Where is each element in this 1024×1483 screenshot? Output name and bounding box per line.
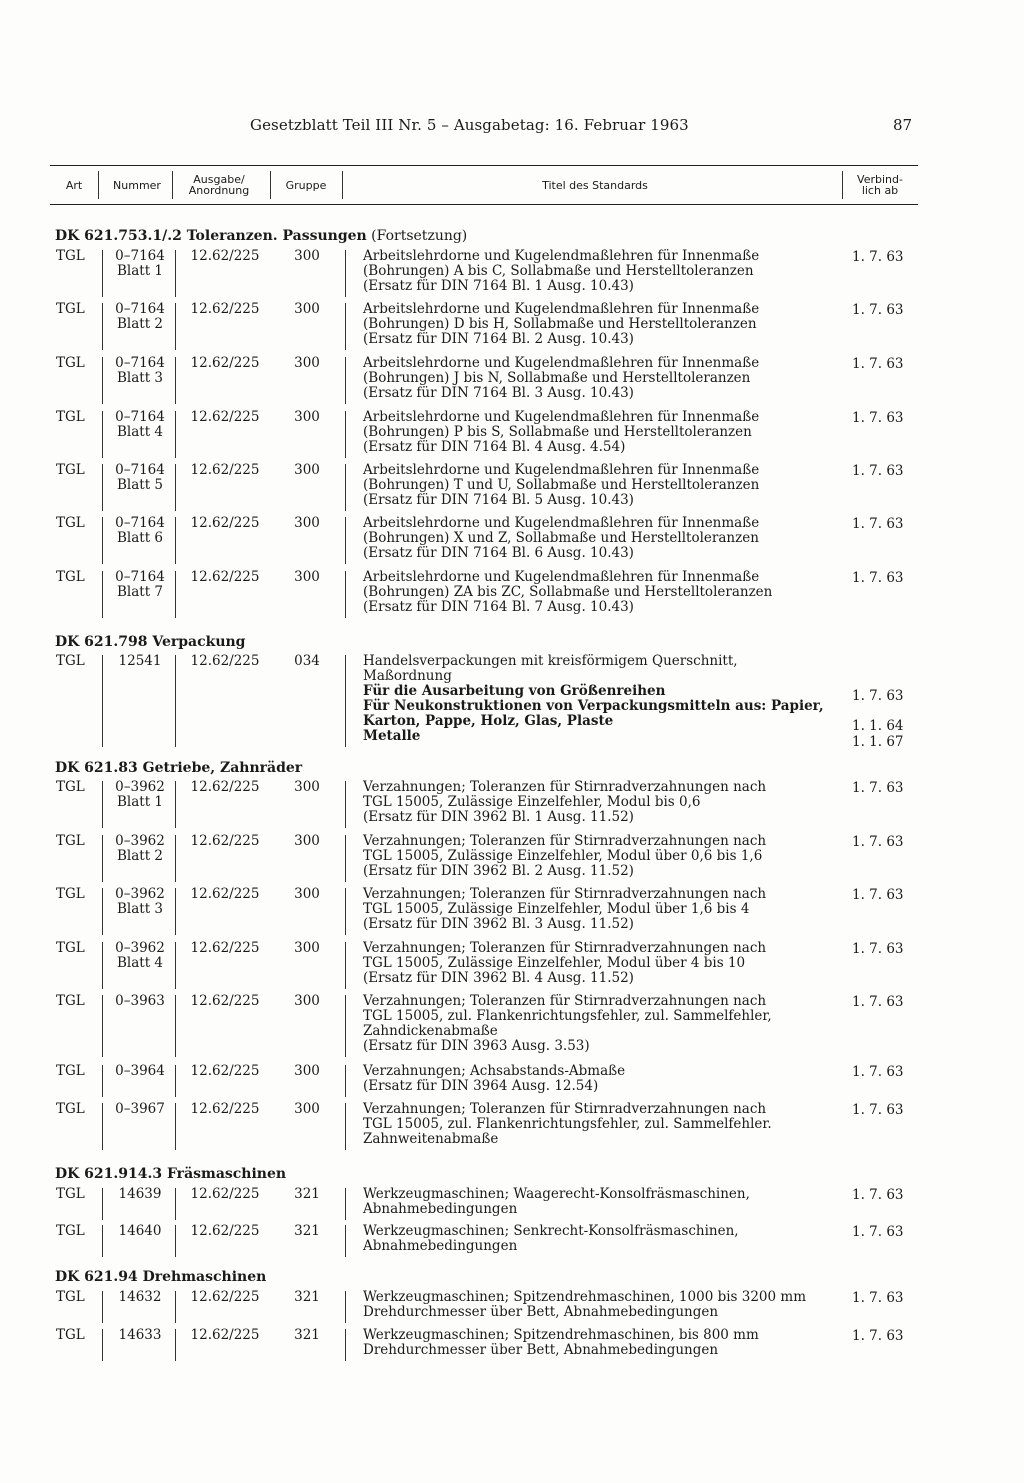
cell-ausgabe: 12.62/225: [190, 653, 260, 669]
column-rule: [175, 1065, 176, 1097]
titel-line: (Ersatz für DIN 3962 Bl. 1 Ausg. 11.52): [363, 809, 634, 825]
cell-art: TGL: [56, 1186, 85, 1202]
cell-gruppe: 300: [294, 993, 320, 1009]
cell-gruppe: 300: [294, 409, 320, 425]
cell-ausgabe: 12.62/225: [190, 515, 260, 531]
cell-verbindlich: [852, 517, 922, 532]
column-rule: [102, 1291, 103, 1323]
cell-ausgabe: 12.62/225: [190, 1223, 260, 1239]
column-rule: [175, 1188, 176, 1220]
verbindlich-date: 1. 7. 63: [852, 1102, 904, 1118]
titel-line: Abnahmebedingungen: [363, 1238, 518, 1254]
titel-line: Verzahnungen; Toleranzen für Stirnradverzahnungen nach: [363, 993, 767, 1009]
titel-line: TGL 15005, Zulässige Einzelfehler, Modul bis 0,6: [363, 794, 701, 810]
cell-ausgabe: 12.62/225: [190, 1186, 260, 1202]
column-rule: [175, 357, 176, 404]
page-header-title: Gesetzblatt Teil III Nr. 5 – Ausgabetag: 16. Februar 1963: [250, 116, 689, 134]
column-rule: [175, 995, 176, 1057]
column-rule: [175, 1291, 176, 1323]
cell-verbindlich: [852, 888, 922, 903]
cell-gruppe: 300: [294, 301, 320, 317]
titel-line: Arbeitslehrdorne und Kugelendmaßlehren für Innenmaße: [363, 462, 760, 478]
verbindlich-date: 1. 7. 63: [852, 249, 904, 265]
cell-titel: [363, 994, 838, 1054]
verbindlich-date: 1. 7. 63: [852, 516, 904, 532]
cell-nummer: 0–3962 Blatt 4: [115, 940, 165, 971]
cell-titel: [363, 410, 838, 455]
cell-art: TGL: [56, 409, 85, 425]
cell-nummer: 0–7164 Blatt 6: [115, 515, 165, 546]
section-heading-label: DK 621.83 Getriebe, Zahnräder: [55, 760, 303, 776]
cell-ausgabe: 12.62/225: [190, 355, 260, 371]
cell-verbindlich: [852, 1188, 922, 1203]
cell-titel: [363, 463, 838, 508]
column-rule: [345, 303, 346, 350]
titel-line: Zahnweitenabmaße: [363, 1131, 499, 1147]
verbindlich-date: 1. 1. 67: [852, 734, 904, 750]
titel-line: Drehdurchmesser über Bett, Abnahmebedingungen: [363, 1304, 719, 1320]
cell-nummer: 0–3962 Blatt 1: [115, 779, 165, 810]
cell-art: TGL: [56, 779, 85, 795]
titel-line: Arbeitslehrdorne und Kugelendmaßlehren für Innenmaße: [363, 515, 760, 531]
column-rule: [345, 1065, 346, 1097]
cell-ausgabe: 12.62/225: [190, 301, 260, 317]
column-header-nummer: Nummer: [113, 178, 161, 192]
cell-art: TGL: [56, 355, 85, 371]
titel-line: (Ersatz für DIN 7164 Bl. 5 Ausg. 10.43): [363, 492, 634, 508]
titel-line: Arbeitslehrdorne und Kugelendmaßlehren für Innenmaße: [363, 301, 760, 317]
titel-line: Drehdurchmesser über Bett, Abnahmebedingungen: [363, 1342, 719, 1358]
column-rule: [102, 1225, 103, 1257]
column-rule: [102, 942, 103, 989]
cell-ausgabe: 12.62/225: [190, 1289, 260, 1305]
titel-line: Für die Ausarbeitung von Größenreihen: [363, 683, 666, 699]
column-rule: [175, 1329, 176, 1361]
column-rule: [102, 411, 103, 458]
cell-verbindlich: [852, 1329, 922, 1344]
cell-gruppe: 034: [294, 653, 320, 669]
column-rule: [345, 942, 346, 989]
cell-art: TGL: [56, 515, 85, 531]
cell-verbindlich: [852, 1291, 922, 1306]
cell-verbindlich: [852, 411, 922, 426]
cell-ausgabe: 12.62/225: [190, 1063, 260, 1079]
titel-line: Abnahmebedingungen: [363, 1201, 518, 1217]
column-rule: [175, 250, 176, 297]
column-header-titel: Titel des Standards: [542, 178, 648, 192]
cell-art: TGL: [56, 569, 85, 585]
titel-line: (Ersatz für DIN 3962 Bl. 4 Ausg. 11.52): [363, 970, 634, 986]
cell-nummer: 0–3963: [115, 993, 165, 1009]
cell-titel: [363, 1102, 838, 1147]
column-header-gruppe: Gruppe: [285, 178, 327, 192]
cell-gruppe: 300: [294, 1063, 320, 1079]
cell-titel: [363, 941, 838, 986]
cell-gruppe: 300: [294, 515, 320, 531]
column-rule: [175, 1225, 176, 1257]
column-rule: [102, 357, 103, 404]
column-divider: [842, 171, 843, 199]
column-rule: [345, 655, 346, 747]
cell-nummer: 14632: [118, 1289, 162, 1305]
cell-titel: [363, 1064, 838, 1094]
titel-line: (Bohrungen) J bis N, Sollabmaße und Herstelltoleranzen: [363, 370, 751, 386]
titel-line: Werkzeugmaschinen; Senkrecht-Konsolfräsmaschinen,: [363, 1223, 739, 1239]
cell-verbindlich: [852, 303, 922, 318]
page-header: [0, 116, 1024, 140]
column-divider: [342, 171, 343, 199]
column-rule: [102, 1188, 103, 1220]
section-heading: [55, 760, 302, 776]
titel-line: Maßordnung: [363, 668, 452, 684]
cell-gruppe: 300: [294, 833, 320, 849]
titel-line: (Ersatz für DIN 7164 Bl. 7 Ausg. 10.43): [363, 599, 634, 615]
section-heading: [55, 1166, 286, 1182]
cell-gruppe: 300: [294, 1101, 320, 1117]
cell-ausgabe: 12.62/225: [190, 462, 260, 478]
cell-art: TGL: [56, 1101, 85, 1117]
titel-line: (Ersatz für DIN 3962 Bl. 3 Ausg. 11.52): [363, 916, 634, 932]
cell-titel: [363, 570, 838, 615]
cell-titel: [363, 1187, 838, 1217]
cell-verbindlich: [852, 357, 922, 372]
column-rule: [345, 781, 346, 828]
cell-nummer: 14639: [118, 1186, 162, 1202]
verbindlich-date: 1. 7. 63: [852, 1064, 904, 1080]
titel-line: Arbeitslehrdorne und Kugelendmaßlehren für Innenmaße: [363, 409, 760, 425]
cell-verbindlich: [852, 995, 922, 1010]
column-header-art: Art: [65, 178, 83, 192]
column-divider: [270, 171, 271, 199]
verbindlich-date: 1. 7. 63: [852, 1187, 904, 1203]
column-rule: [175, 517, 176, 564]
column-rule: [175, 464, 176, 511]
cell-titel: [363, 1290, 838, 1320]
cell-gruppe: 300: [294, 886, 320, 902]
verbindlich-date: 1. 7. 63: [852, 887, 904, 903]
cell-nummer: 0–3967: [115, 1101, 165, 1117]
titel-line: Verzahnungen; Toleranzen für Stirnradverzahnungen nach: [363, 940, 767, 956]
cell-nummer: 0–3964: [115, 1063, 165, 1079]
cell-verbindlich: [852, 1065, 922, 1080]
cell-art: TGL: [56, 248, 85, 264]
titel-line: (Ersatz für DIN 7164 Bl. 6 Ausg. 10.43): [363, 545, 634, 561]
column-header-ausgabe: Ausgabe/ Anordnung: [188, 173, 250, 197]
verbindlich-date: 1. 7. 63: [852, 1290, 904, 1306]
column-rule: [345, 1225, 346, 1257]
verbindlich-date: 1. 7. 63: [852, 570, 904, 586]
titel-line: (Bohrungen) A bis C, Sollabmaße und Herstelltoleranzen: [363, 263, 754, 279]
titel-line: Karton, Pappe, Holz, Glas, Plaste: [363, 713, 614, 729]
section-heading-label: DK 621.798 Verpackung: [55, 634, 246, 650]
titel-line: (Ersatz für DIN 7164 Bl. 4 Ausg. 4.54): [363, 439, 626, 455]
cell-gruppe: 321: [294, 1186, 320, 1202]
titel-line: (Bohrungen) ZA bis ZC, Sollabmaße und Herstelltoleranzen: [363, 584, 773, 600]
cell-ausgabe: 12.62/225: [190, 1101, 260, 1117]
column-rule: [345, 1291, 346, 1323]
cell-art: TGL: [56, 1063, 85, 1079]
titel-line: Zahndickenabmaße: [363, 1023, 498, 1039]
cell-ausgabe: 12.62/225: [190, 833, 260, 849]
column-rule: [345, 464, 346, 511]
cell-gruppe: 300: [294, 248, 320, 264]
column-rule: [175, 781, 176, 828]
column-rule: [102, 1065, 103, 1097]
cell-ausgabe: 12.62/225: [190, 779, 260, 795]
titel-line: Arbeitslehrdorne und Kugelendmaßlehren für Innenmaße: [363, 248, 760, 264]
cell-art: TGL: [56, 1289, 85, 1305]
titel-line: Verzahnungen; Toleranzen für Stirnradverzahnungen nach: [363, 886, 767, 902]
cell-titel: [363, 302, 838, 347]
cell-verbindlich: [852, 942, 922, 957]
cell-titel: [363, 780, 838, 825]
cell-art: TGL: [56, 886, 85, 902]
cell-titel: [363, 887, 838, 932]
cell-art: TGL: [56, 993, 85, 1009]
page-number: 87: [893, 116, 913, 134]
cell-gruppe: 300: [294, 462, 320, 478]
cell-ausgabe: 12.62/225: [190, 409, 260, 425]
cell-gruppe: 300: [294, 569, 320, 585]
column-rule: [102, 517, 103, 564]
titel-line: (Ersatz für DIN 3964 Ausg. 12.54): [363, 1078, 599, 1094]
cell-nummer: 0–7164 Blatt 4: [115, 409, 165, 440]
column-rule: [345, 571, 346, 618]
titel-line: (Ersatz für DIN 3963 Ausg. 3.53): [363, 1038, 590, 1054]
cell-nummer: 0–3962 Blatt 2: [115, 833, 165, 864]
titel-line: (Bohrungen) T und U, Sollabmaße und Herstelltoleranzen: [363, 477, 760, 493]
cell-art: TGL: [56, 653, 85, 669]
cell-ausgabe: 12.62/225: [190, 569, 260, 585]
column-rule: [175, 411, 176, 458]
cell-gruppe: 321: [294, 1327, 320, 1343]
titel-line: TGL 15005, Zulässige Einzelfehler, Modul über 0,6 bis 1,6: [363, 848, 763, 864]
titel-line: Arbeitslehrdorne und Kugelendmaßlehren für Innenmaße: [363, 569, 760, 585]
titel-line: Metalle: [363, 728, 421, 744]
cell-verbindlich: [852, 835, 922, 850]
section-heading: [55, 228, 467, 244]
cell-gruppe: 321: [294, 1223, 320, 1239]
titel-line: (Ersatz für DIN 7164 Bl. 2 Ausg. 10.43): [363, 331, 634, 347]
verbindlich-date: 1. 7. 63: [852, 410, 904, 426]
cell-gruppe: 321: [294, 1289, 320, 1305]
cell-nummer: 12541: [118, 653, 162, 669]
titel-line: Werkzeugmaschinen; Spitzendrehmaschinen, bis 800 mm: [363, 1327, 759, 1343]
column-rule: [345, 411, 346, 458]
titel-line: (Bohrungen) X und Z, Sollabmaße und Herstelltoleranzen: [363, 530, 759, 546]
titel-line: Für Neukonstruktionen von Verpackungsmitteln aus: Papier,: [363, 698, 824, 714]
titel-line: TGL 15005, zul. Flankenrichtungsfehler, zul. Sammelfehler,: [363, 1008, 772, 1024]
cell-ausgabe: 12.62/225: [190, 940, 260, 956]
section-heading: [55, 634, 245, 650]
cell-ausgabe: 12.62/225: [190, 886, 260, 902]
cell-titel: [363, 1328, 838, 1358]
cell-nummer: 0–7164 Blatt 5: [115, 462, 165, 493]
column-rule: [102, 655, 103, 747]
cell-art: TGL: [56, 1223, 85, 1239]
column-rule: [175, 942, 176, 989]
titel-line: Verzahnungen; Toleranzen für Stirnradverzahnungen nach: [363, 1101, 767, 1117]
section-heading: [55, 1269, 266, 1285]
column-rule: [102, 303, 103, 350]
column-rule: [175, 888, 176, 935]
titel-line: (Ersatz für DIN 3962 Bl. 2 Ausg. 11.52): [363, 863, 634, 879]
column-rule: [345, 250, 346, 297]
cell-nummer: 0–7164 Blatt 3: [115, 355, 165, 386]
titel-line: Arbeitslehrdorne und Kugelendmaßlehren für Innenmaße: [363, 355, 760, 371]
cell-nummer: 14640: [118, 1223, 162, 1239]
column-rule: [102, 888, 103, 935]
column-rule: [175, 1103, 176, 1150]
column-rule: [175, 655, 176, 747]
titel-line: Verzahnungen; Achsabstands-Abmaße: [363, 1063, 626, 1079]
cell-verbindlich: [852, 250, 922, 265]
column-rule: [175, 303, 176, 350]
column-rule: [175, 835, 176, 882]
titel-line: TGL 15005, Zulässige Einzelfehler, Modul über 4 bis 10: [363, 955, 746, 971]
section-heading-label: DK 621.753.1/.2 Toleranzen. Passungen: [55, 228, 367, 244]
cell-verbindlich: [852, 1225, 922, 1240]
titel-line: TGL 15005, zul. Flankenrichtungsfehler, zul. Sammelfehler.: [363, 1116, 772, 1132]
verbindlich-date: 1. 7. 63: [852, 1328, 904, 1344]
column-rule: [102, 781, 103, 828]
cell-nummer: 0–7164 Blatt 7: [115, 569, 165, 600]
cell-ausgabe: 12.62/225: [190, 1327, 260, 1343]
section-heading-continuation: (Fortsetzung): [366, 228, 468, 244]
column-rule: [102, 464, 103, 511]
cell-art: TGL: [56, 833, 85, 849]
cell-nummer: 0–7164 Blatt 2: [115, 301, 165, 332]
titel-line: Handelsverpackungen mit kreisförmigem Querschnitt,: [363, 653, 738, 669]
titel-line: TGL 15005, Zulässige Einzelfehler, Modul über 1,6 bis 4: [363, 901, 750, 917]
column-header-verbindlich: Verbind- lich ab: [857, 173, 903, 197]
column-rule: [102, 571, 103, 618]
verbindlich-date: 1. 7. 63: [852, 1224, 904, 1240]
cell-art: TGL: [56, 301, 85, 317]
verbindlich-date: 1. 7. 63: [852, 994, 904, 1010]
column-rule: [345, 888, 346, 935]
verbindlich-date: 1. 7. 63: [852, 941, 904, 957]
cell-verbindlich: [852, 571, 922, 586]
cell-nummer: 0–3962 Blatt 3: [115, 886, 165, 917]
titel-line: Werkzeugmaschinen; Spitzendrehmaschinen, 1000 bis 3200 mm: [363, 1289, 807, 1305]
cell-nummer: 0–7164 Blatt 1: [115, 248, 165, 279]
verbindlich-date: 1. 7. 63: [852, 834, 904, 850]
cell-art: TGL: [56, 1327, 85, 1343]
verbindlich-date: 1. 7. 63: [852, 356, 904, 372]
titel-line: (Bohrungen) D bis H, Sollabmaße und Herstelltoleranzen: [363, 316, 757, 332]
cell-ausgabe: 12.62/225: [190, 993, 260, 1009]
cell-verbindlich: [852, 1103, 922, 1118]
cell-titel: [363, 516, 838, 561]
titel-line: (Ersatz für DIN 7164 Bl. 1 Ausg. 10.43): [363, 278, 634, 294]
column-rule: [345, 517, 346, 564]
column-rule: [345, 995, 346, 1057]
column-rule: [102, 250, 103, 297]
column-rule: [102, 835, 103, 882]
column-rule: [345, 357, 346, 404]
titel-line: (Ersatz für DIN 7164 Bl. 3 Ausg. 10.43): [363, 385, 634, 401]
verbindlich-date: 1. 7. 63: [852, 302, 904, 318]
verbindlich-date: 1. 7. 63: [852, 780, 904, 796]
column-rule: [102, 995, 103, 1057]
titel-line: (Bohrungen) P bis S, Sollabmaße und Herstelltoleranzen: [363, 424, 752, 440]
cell-ausgabe: 12.62/225: [190, 248, 260, 264]
cell-verbindlich: [852, 464, 922, 479]
section-heading-label: DK 621.94 Drehmaschinen: [55, 1269, 267, 1285]
column-rule: [175, 571, 176, 618]
column-rule: [102, 1103, 103, 1150]
cell-gruppe: 300: [294, 940, 320, 956]
cell-gruppe: 300: [294, 355, 320, 371]
section-heading-label: DK 621.914.3 Fräsmaschinen: [55, 1166, 287, 1182]
column-rule: [345, 835, 346, 882]
column-divider: [98, 171, 99, 199]
cell-nummer: 14633: [118, 1327, 162, 1343]
titel-line: Werkzeugmaschinen; Waagerecht-Konsolfräsmaschinen,: [363, 1186, 750, 1202]
verbindlich-date: 1. 7. 63: [852, 688, 904, 704]
cell-titel: [363, 654, 838, 744]
column-header-row: [50, 165, 918, 205]
titel-line: Verzahnungen; Toleranzen für Stirnradverzahnungen nach: [363, 779, 767, 795]
verbindlich-date: 1. 1. 64: [852, 718, 904, 734]
cell-titel: [363, 249, 838, 294]
verbindlich-date: 1. 7. 63: [852, 463, 904, 479]
column-divider: [172, 171, 173, 199]
column-rule: [345, 1329, 346, 1361]
column-rule: [345, 1188, 346, 1220]
column-rule: [345, 1103, 346, 1150]
cell-verbindlich: [852, 781, 922, 796]
column-rule: [102, 1329, 103, 1361]
cell-art: TGL: [56, 462, 85, 478]
cell-titel: [363, 1224, 838, 1254]
cell-titel: [363, 834, 838, 879]
cell-art: TGL: [56, 940, 85, 956]
cell-titel: [363, 356, 838, 401]
cell-gruppe: 300: [294, 779, 320, 795]
titel-line: Verzahnungen; Toleranzen für Stirnradverzahnungen nach: [363, 833, 767, 849]
